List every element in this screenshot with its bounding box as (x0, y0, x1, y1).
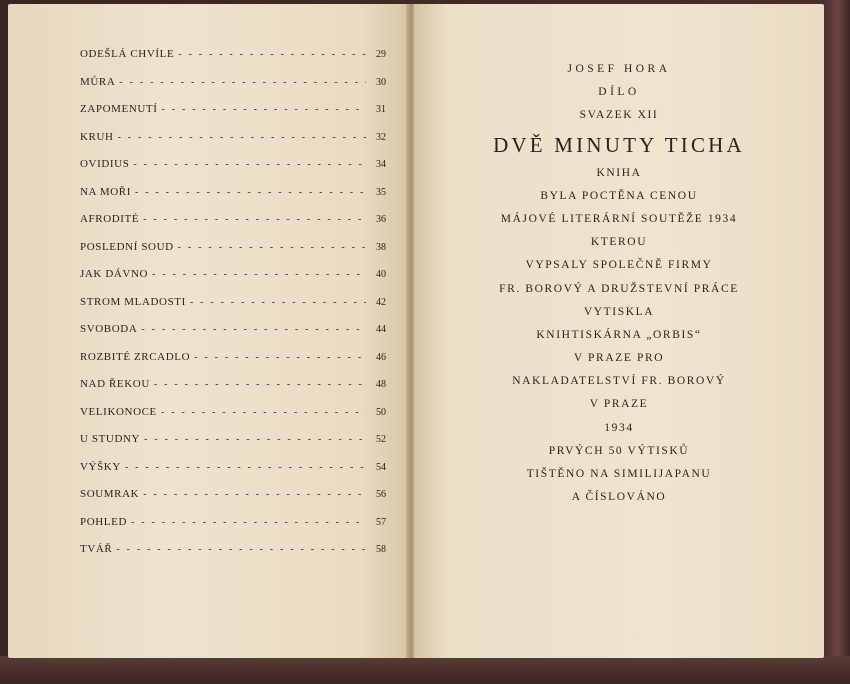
toc-entry-page: 56 (376, 489, 386, 500)
toc-leader-dashes (116, 544, 366, 555)
colophon-line: V PRAZE (589, 398, 649, 411)
toc-entry-page: 58 (376, 544, 386, 555)
toc-entry-title: JAK DÁVNO (80, 268, 149, 280)
toc-entry-title: TVÁŘ (80, 543, 113, 555)
colophon-line: V PRAZE PRO (573, 352, 665, 365)
toc-entry-page: 46 (376, 351, 386, 363)
colophon-line: 1934 (604, 421, 634, 434)
toc-leader-dashes (135, 187, 366, 198)
toc-leader-dashes (131, 517, 366, 528)
colophon-line: BYLA POCTĚNA CENOU (540, 189, 698, 202)
toc-entry-page: 29 (376, 49, 386, 60)
toc-entry-page: 50 (376, 406, 386, 418)
toc-entry-title: ROZBITÉ ZRCADLO (80, 350, 191, 363)
toc-entry (80, 323, 386, 351)
colophon (414, 58, 824, 509)
toc-leader-dashes (178, 242, 366, 253)
toc-entry (80, 378, 386, 406)
author-name: JOSEF HORA (567, 63, 671, 75)
colophon-line: KNIHA (596, 166, 642, 179)
toc-entry (80, 158, 386, 186)
toc-leader-dashes (190, 297, 366, 308)
toc-entry-title: VELIKONOCE (80, 405, 157, 418)
toc-entry-page: 54 (376, 461, 386, 473)
colophon-line: KNIHTISKÁRNA „ORBIS“ (536, 328, 702, 341)
toc-entry (80, 76, 386, 104)
colophon-line: FR. BOROVÝ A DRUŽSTEVNÍ PRÁCE (499, 282, 739, 295)
toc-entry-page: 48 (376, 379, 386, 390)
toc-entry (80, 433, 386, 461)
toc-entry (80, 488, 386, 516)
toc-entry (80, 213, 386, 241)
book-bottom-edge (0, 656, 850, 684)
toc-entry-page: 57 (376, 516, 386, 528)
toc-entry-page: 42 (376, 296, 386, 308)
toc-entry-title: ZAPOMENUTÍ (80, 103, 158, 115)
toc-leader-dashes (119, 77, 366, 88)
left-page (8, 4, 408, 658)
toc-entry-page: 34 (376, 159, 386, 170)
toc-entry-title: MŮRA (80, 75, 116, 88)
colophon-line: A ČÍSLOVÁNO (571, 491, 667, 504)
toc-entry (80, 406, 386, 434)
toc-leader-dashes (143, 489, 366, 500)
toc-entry-title: SOUMRAK (80, 488, 140, 500)
toc-entry (80, 48, 386, 76)
toc-leader-dashes (143, 214, 366, 225)
colophon-line: TIŠTĚNO NA SIMILIJAPANU (526, 468, 712, 480)
toc-entry (80, 516, 386, 544)
toc-leader-dashes (125, 462, 366, 473)
toc-entry (80, 268, 386, 296)
volume-label: SVAZEK XII (579, 109, 659, 122)
colophon-line: VYTISKLA (583, 305, 655, 318)
work-label: DÍLO (598, 86, 640, 99)
toc-entry-page: 35 (376, 186, 386, 198)
toc-entry-title: STROM MLADOSTI (80, 295, 186, 308)
toc-leader-dashes (162, 104, 367, 115)
toc-leader-dashes (133, 159, 366, 170)
toc-leader-dashes (194, 352, 366, 363)
colophon-line: VYPSALY SPOLEČNĚ FIRMY (525, 259, 713, 272)
toc-entry-title: ODEŠLÁ CHVÍLE (80, 48, 175, 60)
toc-entry-title: POSLEDNÍ SOUD (80, 240, 174, 253)
toc-entry-title: POHLED (80, 515, 127, 528)
book-title: DVĚ MINUTY TICHA (493, 132, 745, 157)
book-cover-edge (824, 0, 850, 684)
table-of-contents (80, 48, 386, 571)
toc-entry-title: OVIDIUS (80, 158, 130, 170)
toc-entry-page: 32 (376, 131, 386, 143)
toc-entry-page: 31 (376, 104, 386, 115)
toc-entry-title: U STUDNY (80, 433, 141, 445)
toc-entry (80, 351, 386, 379)
toc-entry-page: 52 (376, 434, 386, 445)
toc-entry-title: KRUH (80, 130, 114, 143)
toc-entry-page: 36 (376, 214, 386, 225)
toc-entry (80, 186, 386, 214)
toc-entry-title: AFRODITÉ (80, 213, 140, 225)
toc-entry (80, 241, 386, 269)
toc-entry (80, 131, 386, 159)
colophon-line: NAKLADATELSTVÍ FR. BOROVÝ (512, 375, 726, 388)
toc-entry (80, 461, 386, 489)
toc-entry (80, 296, 386, 324)
toc-leader-dashes (178, 49, 366, 60)
toc-entry (80, 103, 386, 131)
right-page (414, 4, 824, 658)
toc-entry-title: NA MOŘI (80, 185, 131, 198)
colophon-line: PRVÝCH 50 VÝTISKŮ (548, 444, 690, 457)
toc-leader-dashes (154, 379, 366, 390)
colophon-line: KTEROU (590, 236, 648, 249)
toc-entry-title: NAD ŘEKOU (80, 378, 150, 390)
toc-leader-dashes (118, 132, 366, 143)
toc-leader-dashes (152, 269, 366, 280)
toc-leader-dashes (141, 324, 366, 335)
toc-entry-title: SVOBODA (80, 323, 138, 335)
toc-entry-page: 44 (376, 324, 386, 335)
toc-leader-dashes (161, 407, 366, 418)
toc-entry-page: 30 (376, 76, 386, 88)
toc-entry-page: 38 (376, 241, 386, 253)
colophon-line: MÁJOVÉ LITERÁRNÍ SOUTĚŽE 1934 (500, 212, 738, 225)
toc-entry-title: VÝŠKY (80, 460, 121, 473)
toc-leader-dashes (144, 434, 366, 445)
toc-entry-page: 40 (376, 269, 386, 280)
toc-entry (80, 543, 386, 571)
